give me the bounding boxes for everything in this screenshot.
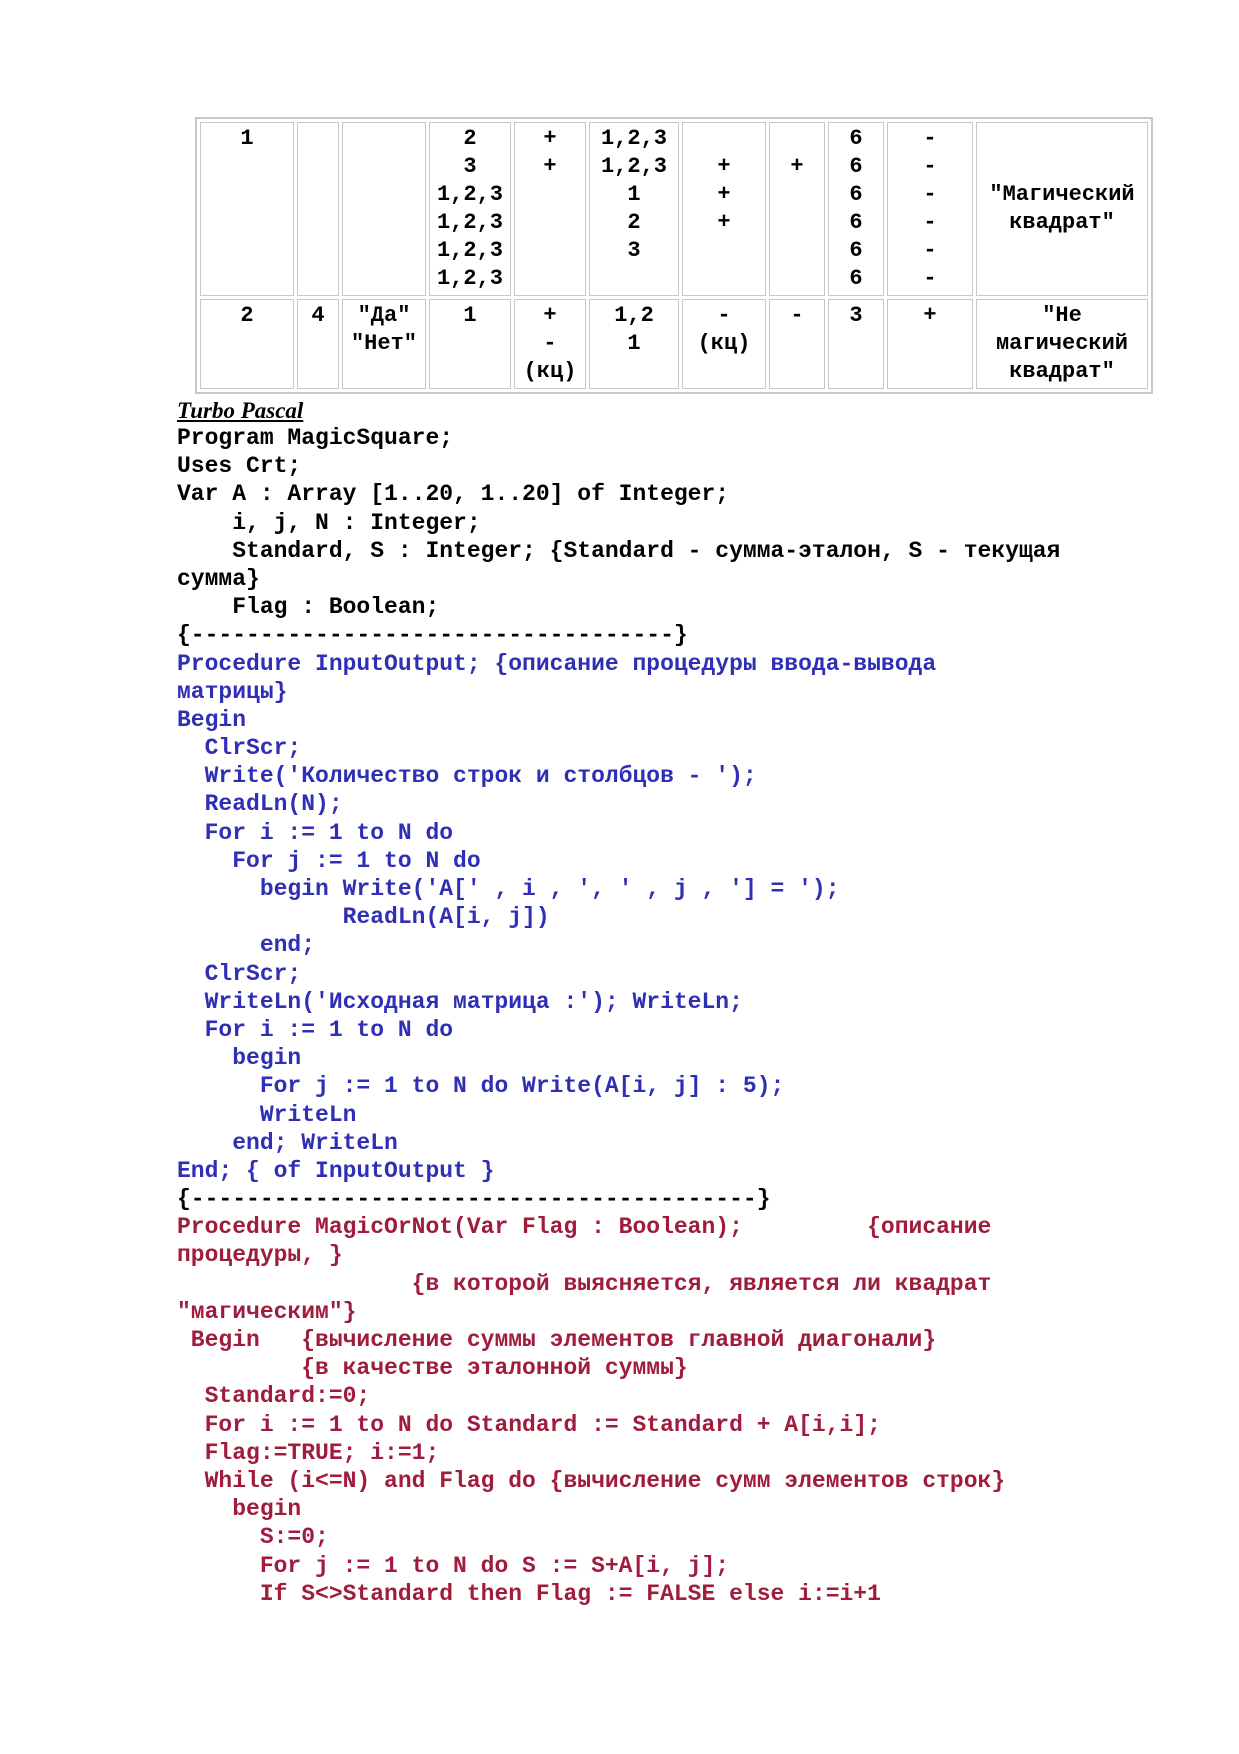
table-cell: 6 6 6 6 6 6 <box>828 122 884 296</box>
code-line: For j := 1 to N do Write(A[i, j] : 5); <box>177 1073 785 1100</box>
code-line: {-----------------------------------------} <box>177 1186 771 1213</box>
table-cell <box>297 122 339 296</box>
table-cell: 1,2,3 1,2,3 1 2 3 <box>589 122 679 296</box>
table-cell: 1 <box>200 122 294 296</box>
code-line: WriteLn <box>177 1101 357 1128</box>
table-cell: "Не магический квадрат" <box>976 299 1148 389</box>
code-line: While (i<=N) and Flag do {вычисление сумм элементов строк} <box>177 1467 1006 1494</box>
table-cell: "Магический квадрат" <box>976 122 1148 296</box>
code-line: End; { of InputOutput } <box>177 1157 495 1184</box>
code-line: end; <box>177 932 316 959</box>
code-line: Procedure InputOutput; {описание процедуры ввода-вывода <box>177 650 937 677</box>
code-line: ClrScr; <box>177 960 302 987</box>
code-line: Uses Crt; <box>177 453 302 480</box>
code-line: If S<>Standard then Flag := FALSE else i:=i+1 <box>177 1580 881 1607</box>
code-line: WriteLn('Исходная матрица :'); WriteLn; <box>177 988 743 1015</box>
code-heading: Turbo Pascal <box>177 398 304 423</box>
table-row <box>200 299 1148 389</box>
trace-table <box>195 117 1153 394</box>
code-listing <box>177 424 1137 1608</box>
table-cell: - - - - - - <box>887 122 973 296</box>
table-cell: + <box>769 122 825 296</box>
code-line: For j := 1 to N do S := S+A[i, j]; <box>177 1552 730 1579</box>
code-line: Var A : Array [1..20, 1..20] of Integer; <box>177 481 730 508</box>
code-line: Write('Количество строк и столбцов - '); <box>177 763 757 790</box>
code-line: end; WriteLn <box>177 1129 398 1156</box>
code-line: For j := 1 to N do <box>177 847 481 874</box>
table-cell: - (кц) <box>682 299 766 389</box>
table-cell: + <box>887 299 973 389</box>
code-line: Begin <box>177 706 247 733</box>
table-cell: "Да" "Нет" <box>342 299 426 389</box>
table-row <box>200 122 1148 296</box>
table-cell: - <box>769 299 825 389</box>
code-line: {-----------------------------------} <box>177 622 688 649</box>
code-line: сумма} <box>177 565 260 592</box>
code-line: Begin {вычисление суммы элементов главной диагонали} <box>177 1327 937 1353</box>
code-line: For i := 1 to N do <box>177 1016 454 1043</box>
code-line: i, j, N : Integer; <box>177 509 481 536</box>
code-line: Program MagicSquare; <box>177 425 454 451</box>
code-line: {в качестве эталонной суммы} <box>177 1355 688 1382</box>
table-cell: 4 <box>297 299 339 389</box>
code-line: "магическим"} <box>177 1298 357 1325</box>
code-line: процедуры, } <box>177 1242 343 1269</box>
code-line: Flag : Boolean; <box>177 594 440 621</box>
table-cell: + + + <box>682 122 766 296</box>
table-cell <box>342 122 426 296</box>
code-line: begin <box>177 1045 302 1072</box>
code-line: ClrScr; <box>177 735 302 762</box>
code-line: ReadLn(N); <box>177 791 343 818</box>
table-cell: 3 <box>828 299 884 389</box>
code-line: матрицы} <box>177 678 288 705</box>
code-line: Procedure MagicOrNot(Var Flag : Boolean); {описание <box>177 1214 992 1241</box>
code-line: Standard, S : Integer; {Standard - сумма-эталон, S - текущая <box>177 537 1061 564</box>
code-line: ReadLn(A[i, j]) <box>177 904 550 931</box>
code-line: For i := 1 to N do <box>177 819 454 846</box>
code-line: {в которой выясняется, является ли квадрат <box>177 1270 992 1297</box>
code-line: S:=0; <box>177 1524 329 1551</box>
table-cell: 1,2 1 <box>589 299 679 389</box>
table-cell: 2 3 1,2,3 1,2,3 1,2,3 1,2,3 <box>429 122 511 296</box>
table-cell: + - (кц) <box>514 299 586 389</box>
code-line: Flag:=TRUE; i:=1; <box>177 1439 440 1466</box>
code-line: begin Write('A[' , i , ', ' , j , '] = '); <box>177 876 840 902</box>
table-cell: 2 <box>200 299 294 389</box>
code-line: begin <box>177 1496 302 1523</box>
code-line: For i := 1 to N do Standard := Standard + A[i,i]; <box>177 1411 881 1438</box>
table-cell: + + <box>514 122 586 296</box>
code-line: Standard:=0; <box>177 1383 371 1410</box>
table-cell: 1 <box>429 299 511 389</box>
